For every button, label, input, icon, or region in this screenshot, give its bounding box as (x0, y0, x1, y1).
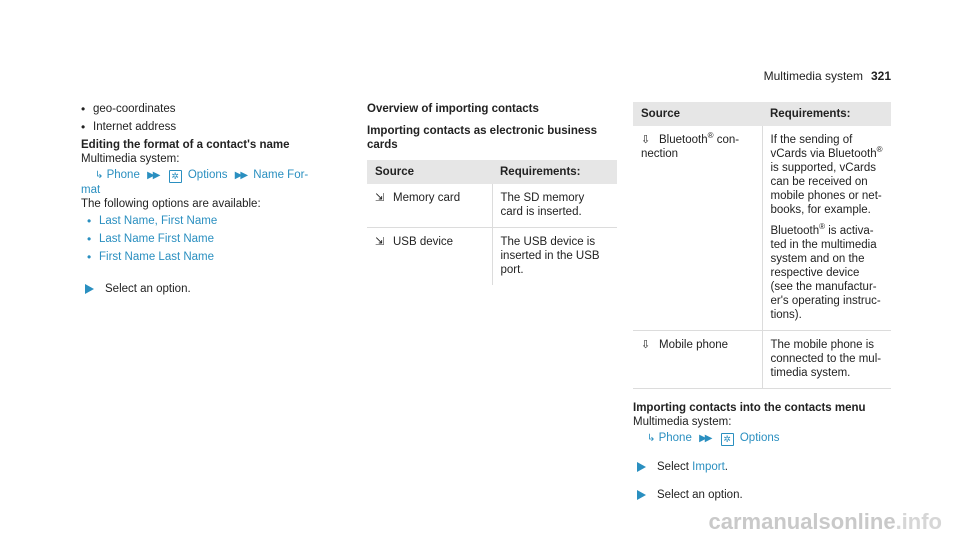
table-cell: The mobile phone is connected to the mul-timedia system. (762, 331, 891, 389)
table-header-req: Requirements: (762, 102, 891, 126)
table-cell: If the sending of vCards via Bluetooth® is supported, vCards can be received on mobile phones or net-books, for example. Bluetooth® is activa-ted in the multimedia system and on the respective device (see the manufactur-er's operating instruc-tions). (762, 126, 891, 331)
option-item[interactable]: • Last Name First Name (87, 232, 331, 246)
section-heading: Overview of importing contacts (367, 103, 539, 115)
list-item: • geo-coordinates (81, 102, 331, 116)
gear-icon: ✲ (169, 170, 182, 183)
table-row (633, 126, 891, 331)
section-title: Multimedia system (763, 69, 863, 83)
action-step: Select an option. (633, 488, 891, 502)
table-cell: ⇩ Bluetooth® con- nection (633, 126, 762, 331)
bluetooth-device-icon: ⇩ (641, 134, 651, 146)
menu-path (633, 431, 891, 446)
path-phone[interactable]: Phone (658, 432, 692, 444)
source-table (633, 102, 891, 389)
column-middle (367, 102, 617, 285)
double-chevron-icon: ▶▶ (234, 170, 247, 181)
table-cell: ⇩ Mobile phone (633, 331, 762, 389)
path-name-format[interactable]: Name For- (253, 169, 309, 181)
options-list (81, 214, 331, 264)
list-item: • Internet address (81, 120, 331, 134)
action-step: Select an option. (81, 282, 331, 296)
option-item[interactable]: • First Name Last Name (87, 250, 331, 264)
intro-text: Multimedia system: (633, 416, 732, 428)
path-options[interactable]: Options (739, 432, 780, 444)
path-options[interactable]: Options (187, 169, 228, 181)
path-name-format-cont[interactable]: mat (81, 184, 101, 196)
path-phone[interactable]: Phone (106, 169, 140, 181)
table-row (367, 184, 617, 228)
arrow-down-right-icon: ↳ (647, 433, 656, 444)
double-chevron-icon: ▶▶ (147, 170, 159, 181)
page-header (764, 69, 891, 83)
import-link[interactable]: Import (692, 461, 725, 473)
page-number: 321 (870, 69, 891, 83)
arrow-down-right-icon: ↳ (95, 170, 104, 181)
table-header-source: Source (367, 160, 492, 184)
table-cell: The SD memory card is inserted. (492, 184, 617, 228)
device-icon: ⇲ (375, 192, 385, 204)
table-cell: The USB device is inserted in the USB port. (500, 236, 600, 276)
phone-device-icon: ⇩ (641, 339, 651, 351)
sub-heading: Importing contacts as electronic business cards (367, 125, 598, 151)
column-right (633, 102, 891, 502)
watermark: carmanualsonline.info (708, 509, 942, 534)
gear-icon: ✲ (721, 433, 734, 446)
table-row (633, 331, 891, 389)
section-heading: Editing the format of a contact's name (81, 139, 290, 151)
intro-text: Multimedia system: (81, 153, 180, 165)
table-cell: ⇲ USB device (367, 228, 492, 286)
import-table (367, 160, 617, 285)
table-header-source: Source (633, 102, 762, 126)
device-icon: ⇲ (375, 236, 385, 248)
double-chevron-icon: ▶▶ (699, 433, 711, 444)
menu-path (81, 168, 331, 183)
table-cell: ⇲ Memory card (367, 184, 492, 228)
action-step: Select Import. (633, 460, 891, 474)
table-row (367, 228, 617, 286)
column-left (81, 102, 331, 296)
option-item[interactable]: • Last Name, First Name (87, 214, 331, 228)
table-header-req: Requirements: (492, 160, 617, 184)
following-text: The following options are available: (81, 198, 261, 210)
section-heading: Importing contacts into the contacts menu (633, 402, 866, 414)
